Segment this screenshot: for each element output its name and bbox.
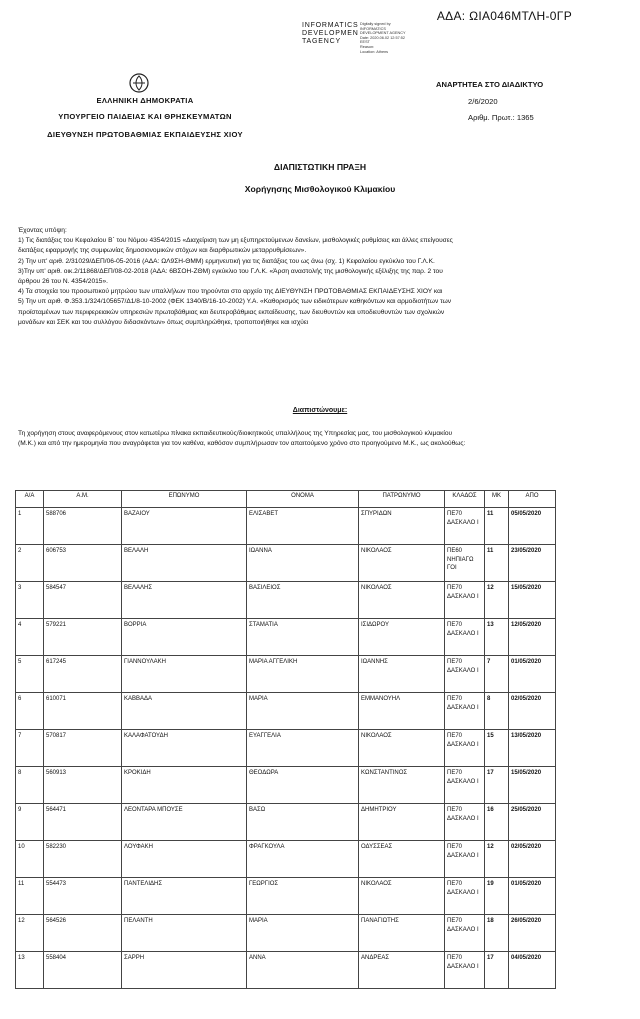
ada-code: ΑΔΑ: ΩΙΑ046ΜΤΛΗ-0ΓΡ [436, 9, 572, 23]
table-cell: ΔΗΜΗΤΡΙΟΥ [359, 804, 445, 841]
table-row [16, 841, 556, 878]
table-cell: 4 [16, 619, 44, 656]
digital-signature [360, 22, 430, 54]
table-cell: 11 [485, 545, 509, 582]
table-cell: 6 [16, 693, 44, 730]
table-cell: 564526 [44, 915, 122, 952]
table-cell: ΕΛΙΣΑΒΕΤ [247, 508, 359, 545]
table-cell: ΜΑΡΙΑ ΑΓΓΕΛΙΚΗ [247, 656, 359, 693]
table-cell: ΚΑΒΒΑΔΑ [122, 693, 247, 730]
consideration: 5) Την υπ αριθ. Φ.353.1/324/105657/Δ1/8-10-2002 (ΦΕΚ 1340/Β/16-10-2002) Υ.Α. «Καθορισμός των ειδικότερων καθηκόντων και αρμοδιοτήτων των προϊσταμένων των περιφερειακών υπηρεσιών πρωτοβάθμιας και δευτεροβάθμιας εκπαίδευσης, των διευθυντών και υποδιευθυντών των σχολικών μονάδων και ΣΕΚ και του συλλόγου διδασκόντων» όπως συμπληρώθηκε, τροποποιήθηκε και ισχύει [18, 298, 452, 326]
table-row [16, 508, 556, 545]
table-cell: 15/05/2020 [509, 767, 556, 804]
table-row [16, 767, 556, 804]
consideration: 4) Τα στοιχεία του προσωπικού μητρώου των υπαλλήλων που τηρούνται στο αρχείο της ΔΙΕΥΘΥΝΣΗ ΠΡΩΤΟΒΑΘΜΙΑΣ ΕΚΠΑΙΔΕΥΣΗΣ ΧΙΟΥ και [18, 288, 443, 296]
table-cell: ΠΕ70 ΔΑΣΚΑΛΟ Ι [445, 508, 485, 545]
table-cell: ΠΕ70 ΔΑΣΚΑΛΟ Ι [445, 582, 485, 619]
consideration: Έχοντας υπόψη: [18, 227, 67, 234]
table-cell: ΝΙΚΟΛΑΟΣ [359, 878, 445, 915]
table-cell: ΝΙΚΟΛΑΟΣ [359, 582, 445, 619]
table-cell: 3 [16, 582, 44, 619]
ministry-line: ΔΙΕΥΘΥΝΣΗ ΠΡΩΤΟΒΑΘΜΙΑΣ ΕΚΠΑΙΔΕΥΣΗΣ ΧΙΟΥ [47, 130, 243, 139]
table-cell: ΠΑΝΑΓΙΩΤΗΣ [359, 915, 445, 952]
table-cell: ΣΤΑΜΑΤΙΑ [247, 619, 359, 656]
table-cell: ΜΑΡΙΑ [247, 915, 359, 952]
table-cell: ΚΑΛΑΦΑΤΟΥΔΗ [122, 730, 247, 767]
table-cell: 5 [16, 656, 44, 693]
salary-grade-table [15, 490, 556, 989]
table-cell: ΚΩΝΣΤΑΝΤΙΝΟΣ [359, 767, 445, 804]
table-cell: 17 [485, 952, 509, 989]
table-cell: ΒΑΣΙΛΕΙΟΣ [247, 582, 359, 619]
table-cell: 12/05/2020 [509, 619, 556, 656]
signature-line: EEST [360, 40, 370, 45]
table-row [16, 545, 556, 582]
table-cell: ΠΕ70 ΔΑΣΚΑΛΟ Ι [445, 656, 485, 693]
table-cell: 12 [485, 582, 509, 619]
table-cell: 560913 [44, 767, 122, 804]
table-cell: 582230 [44, 841, 122, 878]
table-cell: ΙΩΑΝΝΑ [247, 545, 359, 582]
signature-line: DEVELOPMENT AGENCY [360, 31, 406, 36]
considerations [18, 226, 458, 328]
table-row [16, 582, 556, 619]
protocol-number: Αριθμ. Πρωτ.: 1365 [468, 113, 534, 122]
table-row [16, 804, 556, 841]
posting-label: ΑΝΑΡΤΗΤΕΑ ΣΤΟ ΔΙΑΔΙΚΤΥΟ [436, 80, 544, 89]
table-cell: ΑΝΔΡΕΑΣ [359, 952, 445, 989]
logo-line: INFORMATICS [302, 22, 359, 29]
table-cell: ΠΕ70 ΔΑΣΚΑΛΟ Ι [445, 693, 485, 730]
col-header: ΑΠΟ [509, 491, 556, 508]
agency-logo-text [302, 22, 359, 46]
table-cell: ΣΠΥΡΙΔΩΝ [359, 508, 445, 545]
table-cell: 584547 [44, 582, 122, 619]
table-cell: 13/05/2020 [509, 730, 556, 767]
consideration: 3)Την υπ' αριθ. οικ.2/11868/ΔΕΠ/08-02-2018 (ΑΔΑ: 6ΒΣΟΗ-ΖΘΜ) εγκύκλιο του Γ.Λ.Κ. «Άρση αναστολής της μισθολογικής εξέλιξης της παρ. 2 του άρθρου 26 του Ν. 4354/2015». [18, 267, 443, 286]
table-cell: 01/05/2020 [509, 878, 556, 915]
document-title: ΔΙΑΠΙΣΤΩΤΙΚΗ ΠΡΑΞΗ [273, 162, 367, 172]
table-cell: 23/05/2020 [509, 545, 556, 582]
table-cell: ΣΑΡΡΗ [122, 952, 247, 989]
table-cell: ΕΥΑΓΓΕΛΙΑ [247, 730, 359, 767]
col-header: Α.Μ. [44, 491, 122, 508]
table-cell: 15 [485, 730, 509, 767]
table-cell: ΠΕ70 ΔΑΣΚΑΛΟ Ι [445, 952, 485, 989]
table-cell: 13 [485, 619, 509, 656]
table-cell: ΠΕ70 ΔΑΣΚΑΛΟ Ι [445, 767, 485, 804]
table-cell: ΙΩΑΝΝΗΣ [359, 656, 445, 693]
table-cell: 04/05/2020 [509, 952, 556, 989]
table-cell: 558404 [44, 952, 122, 989]
table-cell: 16 [485, 804, 509, 841]
table-row [16, 693, 556, 730]
table-cell: 12 [16, 915, 44, 952]
table-cell: ΠΕ70 ΔΑΣΚΑΛΟ Ι [445, 730, 485, 767]
signature-line: Location: Athens [360, 49, 389, 54]
table-cell: 11 [16, 878, 44, 915]
logo-line: DEVELOPMEN [302, 30, 359, 37]
table-row [16, 656, 556, 693]
consideration: 1) Τις διατάξεις του Κεφαλαίου Β΄ του Νόμου 4354/2015 «Διαχείριση των μη εξυπηρετούμενων δανείων, μισθολογικές ρυθμίσεις και άλλες επείγουσες διατάξεις εφαρμογής της συμφωνίας δημοσιονομικών στόχων και διαρθρωτικών μεταρρυθμίσεων». [18, 237, 453, 255]
table-cell: ΝΙΚΟΛΑΟΣ [359, 545, 445, 582]
table-cell: 15/05/2020 [509, 582, 556, 619]
signature-line: Digitally signed by [360, 22, 391, 26]
table-cell: 12 [485, 841, 509, 878]
table-cell: ΚΡΟΚΙΔΗ [122, 767, 247, 804]
table-cell: ΘΕΟΔΩΡΑ [247, 767, 359, 804]
table-cell: 588706 [44, 508, 122, 545]
table-row [16, 952, 556, 989]
table-cell: 17 [485, 767, 509, 804]
col-header: Α/Α [16, 491, 44, 508]
table-cell: 617245 [44, 656, 122, 693]
table-cell: 02/05/2020 [509, 693, 556, 730]
document-date: 2/6/2020 [468, 97, 498, 106]
intro-paragraph: Τη χορήγηση στους αναφερόμενους στον κατωτέρω πίνακα εκπαιδευτικούς/διοικητικούς υπαλλήλους της Υπηρεσίας μας, του μισθολογικού κλιμακίου (Μ.Κ.) και από την ημερομηνία που αναγράφεται για τον καθένα, καθόσον συμπλήρωσαν τον απαιτούμενο χρόνο στο προηγούμενο Μ.Κ., ως ακολούθως: [18, 430, 466, 448]
table-cell: ΠΕ70 ΔΑΣΚΑΛΟ Ι [445, 804, 485, 841]
table-row [16, 730, 556, 767]
table-cell: 9 [16, 804, 44, 841]
table-cell: 13 [16, 952, 44, 989]
table-row [16, 878, 556, 915]
signature-line: Reason: [360, 44, 375, 49]
col-header: ΟΝΟΜΑ [247, 491, 359, 508]
table-cell: ΑΝΝΑ [247, 952, 359, 989]
table-cell: ΟΔΥΣΣΕΑΣ [359, 841, 445, 878]
table-cell: 564471 [44, 804, 122, 841]
table-cell: ΠΕ60 ΝΗΠΙΑΓΩ ΓΟΙ [445, 545, 485, 582]
logo-line: TAGENCY [302, 38, 341, 45]
table-cell: 7 [16, 730, 44, 767]
ministry-line: ΥΠΟΥΡΓΕΙΟ ΠΑΙΔΕΙΑΣ ΚΑΙ ΘΡΗΣΚΕΥΜΑΤΩΝ [58, 112, 232, 121]
table-cell: ΕΜΜΑΝΟΥΗΛ [359, 693, 445, 730]
table-cell: ΠΕ70 ΔΑΣΚΑΛΟ Ι [445, 915, 485, 952]
table-row [16, 915, 556, 952]
table-cell: 1 [16, 508, 44, 545]
document-subtitle: Χορήγησης Μισθολογικού Κλιμακίου [244, 184, 396, 194]
diapistonoume-heading: Διαπιστώνουμε: [292, 407, 348, 414]
signature-line: Date: 2020.06.02 12:57:52 [360, 35, 405, 40]
table-cell: 10 [16, 841, 44, 878]
table-cell: 579221 [44, 619, 122, 656]
table-cell: ΛΕΟΝΤΑΡΑ ΜΠΟΥΣΕ [122, 804, 247, 841]
table-cell: 11 [485, 508, 509, 545]
table-cell: 26/05/2020 [509, 915, 556, 952]
table-row [16, 619, 556, 656]
col-header: ΕΠΩΝΥΜΟ [122, 491, 247, 508]
signature-line: INFORMATICS [360, 26, 386, 31]
table-cell: 05/05/2020 [509, 508, 556, 545]
ministry-line: ΕΛΛΗΝΙΚΗ ΔΗΜΟΚΡΑΤΙΑ [96, 96, 194, 105]
table-cell: ΠΕ70 ΔΑΣΚΑΛΟ Ι [445, 841, 485, 878]
table-cell: ΠΕ70 ΔΑΣΚΑΛΟ Ι [445, 619, 485, 656]
table-cell: 8 [485, 693, 509, 730]
table-cell: 7 [485, 656, 509, 693]
table-cell: ΠΕΛΑΝΤΗ [122, 915, 247, 952]
col-header: ΚΛΑΔΟΣ [445, 491, 485, 508]
table-cell: 18 [485, 915, 509, 952]
greek-emblem-icon [128, 72, 150, 94]
table-cell: ΜΑΡΙΑ [247, 693, 359, 730]
table-header-row [16, 491, 556, 508]
table-cell: ΒΑΣΩ [247, 804, 359, 841]
col-header: ΜΚ [485, 491, 509, 508]
table-cell: 2 [16, 545, 44, 582]
table-cell: 570817 [44, 730, 122, 767]
table-cell: ΒΕΛΑΛΗΣ [122, 582, 247, 619]
table-cell: ΓΙΑΝΝΟΥΛΑΚΗ [122, 656, 247, 693]
table-cell: ΒΟΡΡΙΑ [122, 619, 247, 656]
table-cell: 554473 [44, 878, 122, 915]
table-cell: 8 [16, 767, 44, 804]
table-cell: 606753 [44, 545, 122, 582]
table-cell: ΦΡΑΓΚΟΥΛΑ [247, 841, 359, 878]
table-cell: 25/05/2020 [509, 804, 556, 841]
table-cell: ΒΕΛΑΛΗ [122, 545, 247, 582]
table-cell: ΓΕΩΡΓΙΟΣ [247, 878, 359, 915]
table-cell: ΛΟΥΦΑΚΗ [122, 841, 247, 878]
consideration: 2) Την υπ' αριθ. 2/31029/ΔΕΠ/06-05-2016 (ΑΔΑ: ΩΛ9ΣΗ-ΘΜΜ) ερμηνευτική για τις διατάξεις του ως άνω (σχ. 1) Κεφαλαίου εγκύκλιο του Γ.Λ.Κ. [18, 257, 435, 265]
table-cell: ΠΑΝΤΕΛΙΔΗΣ [122, 878, 247, 915]
col-header: ΠΑΤΡΩΝΥΜΟ [359, 491, 445, 508]
table-cell: 19 [485, 878, 509, 915]
table-cell: ΝΙΚΟΛΑΟΣ [359, 730, 445, 767]
table-cell: 01/05/2020 [509, 656, 556, 693]
table-cell: 02/05/2020 [509, 841, 556, 878]
table-cell: ΙΣΙΔΩΡΟΥ [359, 619, 445, 656]
table-cell: ΒΑΖΑΙΟΥ [122, 508, 247, 545]
table-cell: 610071 [44, 693, 122, 730]
table-cell: ΠΕ70 ΔΑΣΚΑΛΟ Ι [445, 878, 485, 915]
